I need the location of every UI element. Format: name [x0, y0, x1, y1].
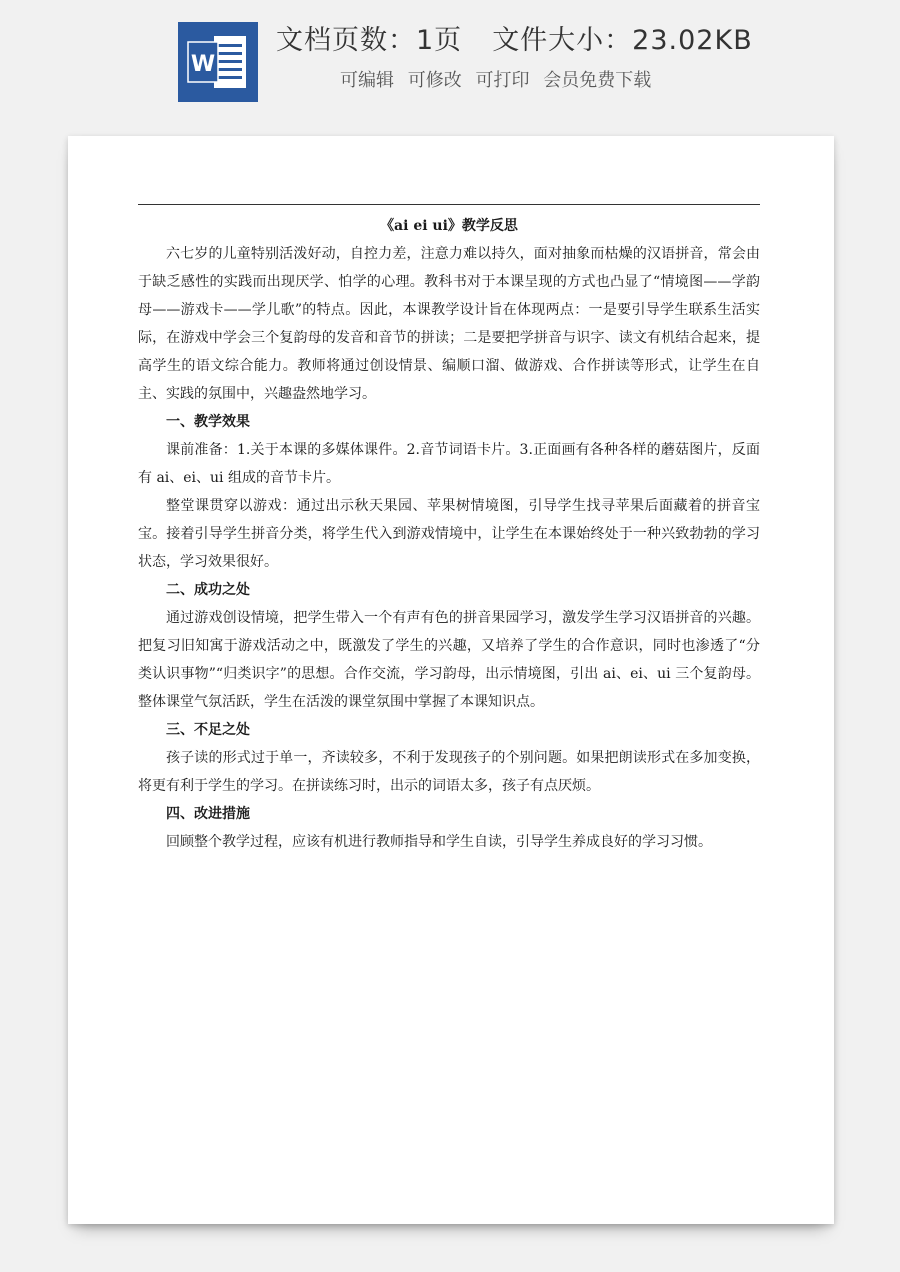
header-rule: [138, 204, 760, 205]
section-heading-improvement: 四、改进措施: [166, 806, 250, 822]
paragraph-games: 整堂课贯穿以游戏：通过出示秋天果园、苹果树情境图，引导学生找寻苹果后面藏着的拼音宝宝。接着引导学生拼音分类，将学生代入到游戏情境中，让学生在本课始终处于一种兴致勃勃的学习状态，学习效果很好。: [138, 498, 760, 570]
feature-member-download: 会员免费下载: [543, 70, 652, 91]
download-header: [0, 0, 900, 130]
section-heading-success: 二、成功之处: [166, 582, 250, 598]
svg-text:W: W: [190, 52, 216, 77]
paragraph-shortcomings: 孩子读的形式过于单一，齐读较多，不利于发现孩子的个别问题。如果把朗读形式在多加变换，将更有利于学生的学习。在拼读练习时，出示的词语太多，孩子有点厌烦。: [138, 750, 760, 794]
feature-list: [340, 66, 659, 92]
document-title: 《ai ei ui》教学反思: [380, 218, 518, 234]
paragraph-improvement: 回顾整个教学过程，应该有机进行教师指导和学生自读，引导学生养成良好的学习习惯。: [166, 834, 712, 850]
document-page: [68, 136, 834, 1224]
paragraph-success: 通过游戏创设情境，把学生带入一个有声有色的拼音果园学习，激发学生学习汉语拼音的兴趣。把复习旧知寓于游戏活动之中，既激发了学生的兴趣，又培养了学生的合作意识，同时也渗透了“分类认识事物”“归类识字”的思想。合作交流，学习韵母，出示情境图，引出 ai、ei、ui 三个复韵母。整体课堂气氛活跃，学生在活泼的课堂氛围中掌握了本课知识点。: [138, 610, 760, 710]
page-count: 文档页数：1页: [276, 25, 463, 56]
file-size: 文件大小：23.02KB: [492, 25, 753, 56]
feature-modifiable: 可修改: [407, 70, 462, 91]
document-body: [138, 212, 760, 856]
feature-editable: 可编辑: [340, 70, 394, 91]
document-meta: [276, 18, 753, 57]
paragraph-preparation: 课前准备：1.关于本课的多媒体课件。2.音节词语卡片。3.正面画有各种各样的蘑菇图片，反面有 ai、ei、ui 组成的音节卡片。: [138, 442, 760, 486]
section-heading-effect: 一、教学效果: [166, 414, 250, 430]
section-heading-shortcomings: 三、不足之处: [166, 722, 250, 738]
feature-printable: 可打印: [475, 70, 530, 91]
word-document-icon: [178, 22, 258, 102]
intro-paragraph: 六七岁的儿童特别活泼好动，自控力差，注意力难以持久，面对抽象而枯燥的汉语拼音，常会由于缺乏感性的实践而出现厌学、怕学的心理。教科书对于本课呈现的方式也凸显了“情境图——学韵母——游戏卡——学儿歌”的特点。因此，本课教学设计旨在体现两点：一是要引导学生联系生活实际，在游戏中学会三个复韵母的发音和音节的拼读；二是要把学拼音与识字、读文有机结合起来，提高学生的语文综合能力。教师将通过创设情景、编顺口溜、做游戏、合作拼读等形式，让学生在自主、实践的氛围中，兴趣盎然地学习。: [138, 246, 760, 402]
